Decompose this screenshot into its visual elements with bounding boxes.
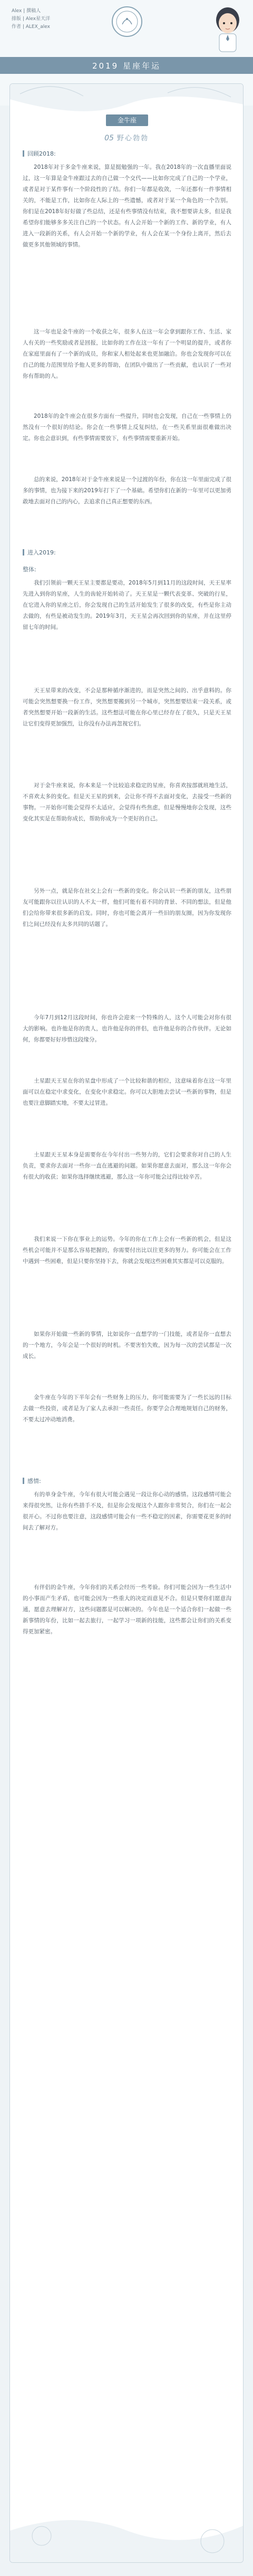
banner-title: 2019 星座年运	[92, 61, 161, 71]
career-label: 整体:	[23, 566, 36, 573]
year-label: 进入2019:	[27, 549, 56, 556]
career-paragraph: 另外一点，就是你在社交上会有一些新的变化。你会认识一些新的朋友，这些朋友可能跟你以往认识的人不太一样，他们可能有着不同的背景、不同的想法，但是他们会给你带来很多新的启发。同时，你也可能会离开一些旧的朋友圈，因为你发现你们之间已经没有太多共同的话题了。	[23, 888, 231, 927]
year-heading	[23, 548, 56, 557]
credit-line: Alex | 撰稿人	[12, 8, 41, 14]
year-paragraph: 金牛座在今年的下半年会有一些财务上的压力，你可能需要为了一些长远的目标去做一些投资，或者是为了家人去承担一些责任。你要学会合理地规划自己的财务，不要太过冲动地消费。	[23, 1394, 231, 1423]
love-paragraph: 有的单身金牛座，今年有很大可能会遇见一段让你心动的感情。这段感情可能会来得很突然，让你有些措手不及，但是你会发现这个人跟你非常契合，你们在一起会很开心。不过你也要注意，这段感情可能会有一些不稳定的因素，你需要花更多的时间去了解对方。	[23, 1491, 231, 1531]
love-paragraph: 有伴侣的金牛座，今年你们的关系会经历一些考验。你们可能会因为一些生活中的小事而产生矛盾，也可能会因为一些重大的决定而意见不合。但是只要你们愿意沟通，愿意去理解对方，这些问题都是可以解决的。今年也是一个适合你们一起做一些新事情的年份，比如一起去旅行，一起学习一项新的技能，这些都会让你们的关系变得更加紧密。	[23, 1584, 231, 1635]
content-card	[9, 83, 244, 2563]
year-paragraph: 今年7月到12月这段时间，你也许会迎来一个特殊的人，这个人可能会对你有很大的影响。也许他是你的贵人，也许他是你的伴侣，也许他是你的合作伙伴。无论如何，你都要好好珍惜这段缘分。	[23, 1014, 231, 1043]
year-paragraph: 土星跟天王星本身是需要你在今年付出一些努力的，它们会要求你对自己的人生负责，要求你去面对一些你一直在逃避的问题。如果你愿意去面对，那么这一年你会有很大的收获；如果你选择继续逃避，那么这一年你可能会过得比较辛苦。	[23, 1152, 231, 1180]
heading-marker-icon	[23, 150, 24, 157]
credits	[12, 7, 50, 31]
heading-marker-icon	[23, 549, 24, 556]
subtitle-number: 05	[104, 134, 114, 142]
year-paragraph: 如果你开始做一些新的事情，比如说你一直想学的一门技能，或者是你一直想去的一个地方，今年会是一个很好的时机。不要害怕失败，因为每一次的尝试都是一次成长。	[23, 1331, 231, 1359]
career-paragraph: 对于金牛座来说，你本来是一个比较追求稳定的星座，你喜欢按部就班地生活，不喜欢太多的变化。但是天王星的到来，会让你不得不去面对变化，去接受一些新的事物。一开始你可能会觉得不太适应，会觉得有些焦虑，但是慢慢地你会发现，这些变化其实是在帮助你成长，帮助你成为一个更好的自己。	[23, 782, 231, 822]
title-banner	[0, 57, 253, 74]
year-paragraph: 我们来说一下你在事业上的运势。今年的你在工作上会有一些新的机会，但是这些机会可能并不是那么容易把握的，你需要付出比以往更多的努力。你可能会在工作中遇到一些困难，但是只要你坚持下去，你就会发现这些困难其实都是可以克服的。	[23, 1236, 231, 1265]
avatar	[209, 4, 247, 53]
credit-line: 作者 | ALEX_alex	[12, 24, 50, 30]
subtitle-text: 野心勃勃	[116, 135, 149, 142]
logo-seal	[112, 6, 142, 37]
review-paragraph: 2018年对于多金牛座来说，算是挺勉强的一年。我在2018年的一次直播里面说过，这一年算是金牛座跟过去的自己做一个交代——比如你完成了自己的一个学业，或者是对于某件事有一个阶段性的了结。你们一年都是收敛，一年还都有一件事情相关的，不能是工作，比如你在人际上的一些遗憾，或者对于某一个角色的一个告别。你们是在2018年好好做了些总结，还是有些事情没有结束，我不想要讲太多，但是我希望你们能够多多关注自己的一个状态。有人会开始一个新的工作、新的学业，有人进入一段新的关系，有人会开始一个新的学业，有人会在某一个身份上离开，然后去做更多其他领域的事情。	[23, 164, 231, 248]
career-paragraph: 我们引领前一颗天王星主要都是要动，2018年5月到11月的这段时间，天王星率先进入到你的星座，人生的齿轮开始转动了。天王星是一颗代表变革、突破的行星，在它进入你的星座之后，你会发现自己的生活开始发生了很多的改变，有些是你主动去做的，有些是被动发生的。2019年3月，天王星会再次回到你的星座，并在这里停留七年的时间。	[23, 580, 231, 630]
heading-marker-icon	[23, 1478, 24, 1484]
love-heading	[23, 1477, 41, 1485]
review-heading	[23, 149, 56, 158]
review-paragraph: 总的来说，2018年对于金牛座来说是一个过渡的年份，你在这一年里面完成了很多的事情，也为接下来的2019年打下了一个基础。希望你们在新的一年里可以更加勇敢地去面对自己的内心，去追求自己真正想要的东西。	[23, 476, 231, 505]
career-paragraph: 天王星带来的改变，不会是那种循序渐进的，而是突然之间的、出乎意料的。你可能会突然想要换一份工作，突然想要搬到另一个城市，突然想要结束一段关系，或者突然想要开始一段新的生活。这些想法可能在你心里已经存在了很久，只是天王星让它们变得更加强烈，让你没有办法再忽视它们。	[23, 687, 231, 727]
love-label: 感情:	[27, 1478, 41, 1485]
review-label: 回顾2018:	[27, 150, 56, 157]
year-paragraph: 土星跟天王星在你的星盘中形成了一个比较和谐的相位，这意味着你在这一年里面可以在稳定中求变化，在变化中求稳定。你可以大胆地去尝试一些新的事物，但是也要注意脚踏实地，不要太过冒进。	[23, 1078, 231, 1106]
review-paragraph: 2018年的金牛座会在很多方面有一些提升，同时也会发现，自己在一些事情上仍然没有一个很好的结论。你会在一些事情上反复纠结，在一些关系里面很难做出决定。你也会意识到，有些事情需要放下，有些事情需要重新开始。	[23, 413, 231, 442]
career-heading	[23, 565, 36, 573]
sign-title: 金牛座	[106, 114, 148, 126]
review-paragraph: 这一年也是金牛座的一个收获之年，很多人在这一年会拿到跟你工作、生活、家人有关的一些奖励或者是回报，比如你的工作在这一年有了一个明显的提升，或者你在家庭里面有了一个新的成员，你和家人相处起来也更加融洽。你也会发现你可以在自己的能力范围里给予他人更多的帮助，在团队中做出了一些贡献，也认识了一些对你有帮助的人。	[23, 329, 231, 379]
seal-emblem-icon	[115, 9, 139, 34]
subtitle	[10, 132, 243, 142]
decorative-bottom-icon	[10, 2467, 244, 2562]
credit-line: 排版 | Alex星天洋	[12, 16, 51, 22]
